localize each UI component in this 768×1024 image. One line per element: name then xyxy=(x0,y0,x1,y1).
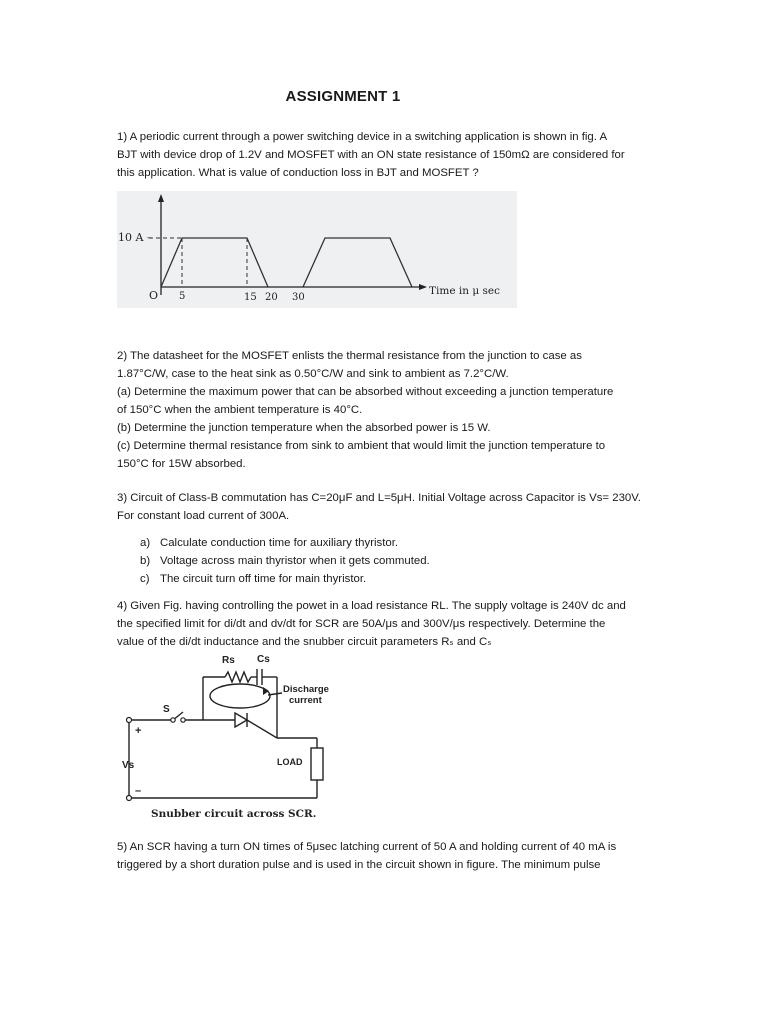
scr-gate-wire xyxy=(247,720,277,738)
terminal-top xyxy=(127,718,132,723)
question-2 xyxy=(117,347,647,473)
plus-label: + xyxy=(135,725,142,737)
discharge-loop xyxy=(210,684,270,708)
rs-label: Rs xyxy=(222,655,235,666)
loop-arrow xyxy=(263,687,269,695)
question-1 xyxy=(117,128,647,182)
text-line: 5) An SCR having a turn ON times of 5μsec latching current of 50 A and holding current of 40 mA is xyxy=(117,841,617,853)
text-line: triggered by a short duration pulse and is used in the circuit shown in figure. The minimum pulse xyxy=(117,859,601,871)
text-line: For constant load current of 300A. xyxy=(117,510,290,522)
list-item-text: Voltage across main thyristor when it gets commuted. xyxy=(160,555,430,567)
question-5 xyxy=(117,838,647,874)
list-marker: c) xyxy=(140,573,150,585)
text-line: this application. What is value of conduction loss in BJT and MOSFET ? xyxy=(117,167,479,179)
terminal-bottom xyxy=(127,796,132,801)
current-waveform-figure xyxy=(117,191,517,308)
text-line: 4) Given Fig. having controlling the powet in a load resistance RL. The supply voltage is 240V dc and xyxy=(117,600,626,612)
x-axis-arrow xyxy=(419,284,427,290)
switch-contact xyxy=(171,718,175,722)
list-item xyxy=(140,552,640,570)
text-line: 2) The datasheet for the MOSFET enlists the thermal resistance from the junction to case as xyxy=(117,350,582,362)
text-line: (a) Determine the maximum power that can be absorbed without exceeding a junction temperature xyxy=(117,386,614,398)
switch-label: S xyxy=(163,704,170,715)
discharge-leader xyxy=(268,693,282,695)
load-label: LOAD xyxy=(277,757,303,767)
switch-contact xyxy=(181,718,185,722)
snubber-circuit-figure xyxy=(117,650,349,822)
text-line: (b) Determine the junction temperature when the absorbed power is 15 W. xyxy=(117,422,491,434)
pulse-2 xyxy=(303,238,412,287)
vs-label: Vs xyxy=(122,760,135,771)
load-resistor xyxy=(311,748,323,780)
text-line: of 150°C when the ambient temperature is 40°C. xyxy=(117,404,363,416)
origin-label: O xyxy=(149,289,159,302)
tick-label: 5 xyxy=(179,291,186,302)
list-item-text: Calculate conduction time for auxiliary thyristor. xyxy=(160,537,399,549)
minus-label: – xyxy=(135,785,142,797)
cs-label: Cs xyxy=(257,654,270,665)
scr-symbol xyxy=(235,713,247,727)
circuit-svg xyxy=(117,650,349,822)
question-4 xyxy=(117,597,647,651)
waveform-svg xyxy=(117,191,517,308)
discharge-label: current xyxy=(289,695,322,706)
resistor-rs xyxy=(225,672,251,682)
text-line: the specified limit for di/dt and dv/dt for SCR are 50A/μs and 300V/μs respectively. Determine the xyxy=(117,618,606,630)
x-axis-label: Time in μ sec xyxy=(429,285,500,297)
pulse-1 xyxy=(161,238,268,287)
y-axis-arrow xyxy=(158,194,164,202)
page-title: ASSIGNMENT 1 xyxy=(285,88,401,105)
question-3 xyxy=(117,489,647,525)
text-line: 150°C for 15W absorbed. xyxy=(117,458,246,470)
discharge-label: Discharge xyxy=(283,684,329,695)
tick-label: 30 xyxy=(292,292,305,303)
y-level-label: 10 A – xyxy=(118,231,153,244)
list-item xyxy=(140,570,640,588)
text-line: (c) Determine thermal resistance from sink to ambient that would limit the junction temperature to xyxy=(117,440,606,452)
question-3-subitems xyxy=(140,534,640,588)
tick-label: 15 xyxy=(244,292,257,303)
list-marker: a) xyxy=(140,537,151,549)
figure-caption: Snubber circuit across SCR. xyxy=(151,808,317,820)
text-line: 3) Circuit of Class-B commutation has C=20μF and L=5μH. Initial Voltage across Capacitor is Vs= 230V. xyxy=(117,492,641,504)
list-item-text: The circuit turn off time for main thyristor. xyxy=(160,573,367,585)
list-marker: b) xyxy=(140,555,151,567)
text-line: 1) A periodic current through a power switching device in a switching application is shown in fig. A xyxy=(117,131,608,143)
text-line: 1.87°C/W, case to the heat sink as 0.50°C/W and sink to ambient as 7.2°C/W. xyxy=(117,368,509,380)
tick-label: 20 xyxy=(265,292,278,303)
text-line: BJT with device drop of 1.2V and MOSFET with an ON state resistance of 150mΩ are considered for xyxy=(117,149,625,161)
text-line: value of the di/dt inductance and the snubber circuit parameters Rₛ and Cₛ xyxy=(117,636,492,648)
list-item xyxy=(140,534,640,552)
